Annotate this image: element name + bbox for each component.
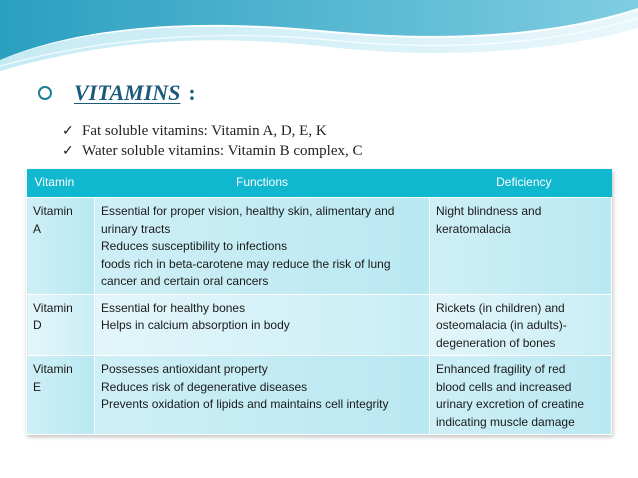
header-vitamin: Vitamin <box>27 169 95 198</box>
header-functions: Functions <box>95 169 430 198</box>
cell-deficiency: Enhanced fragility of red blood cells and increased urinary excretion of creatine indicating muscle damage <box>430 356 612 435</box>
checkmark-icon: ✓ <box>62 123 74 139</box>
vitamins-table <box>26 169 612 435</box>
table-row-vitamin-d <box>27 294 612 356</box>
sub-point-text: Water soluble vitamins: Vitamin B complex, C <box>82 142 363 159</box>
cell-vitamin: Vitamin A <box>27 198 95 295</box>
circle-bullet-icon <box>38 86 52 100</box>
table-row-vitamin-a <box>27 198 612 295</box>
slide-title-row <box>38 78 196 108</box>
checkmark-icon: ✓ <box>62 143 74 159</box>
sub-points-list <box>62 121 363 161</box>
table-row-vitamin-e <box>27 356 612 435</box>
cell-deficiency: Rickets (in children) and osteomalacia (in adults)- degeneration of bones <box>430 294 612 356</box>
cell-vitamin: Vitamin E <box>27 356 95 435</box>
header-deficiency: Deficiency <box>430 169 612 198</box>
sub-point-text: Fat soluble vitamins: Vitamin A, D, E, K <box>82 122 327 139</box>
cell-functions: Possesses antioxidant property Reduces risk of degenerative diseases Prevents oxidation of lipids and maintains cell integrity <box>95 356 430 435</box>
cell-deficiency: Night blindness and keratomalacia <box>430 198 612 295</box>
sub-point-water-soluble <box>62 141 363 161</box>
slide-title: VITAMINS <box>74 80 181 105</box>
title-colon: : <box>188 80 196 105</box>
cell-vitamin: Vitamin D <box>27 294 95 356</box>
table-header-row <box>27 169 612 198</box>
cell-functions: Essential for healthy bones Helps in calcium absorption in body <box>95 294 430 356</box>
cell-functions: Essential for proper vision, healthy skin, alimentary and urinary tracts Reduces susceptibility to infections foods rich in beta-carotene may reduce the risk of lung cancer and certain oral cancers <box>95 198 430 295</box>
decorative-wave-banner <box>0 0 638 75</box>
sub-point-fat-soluble <box>62 121 363 141</box>
